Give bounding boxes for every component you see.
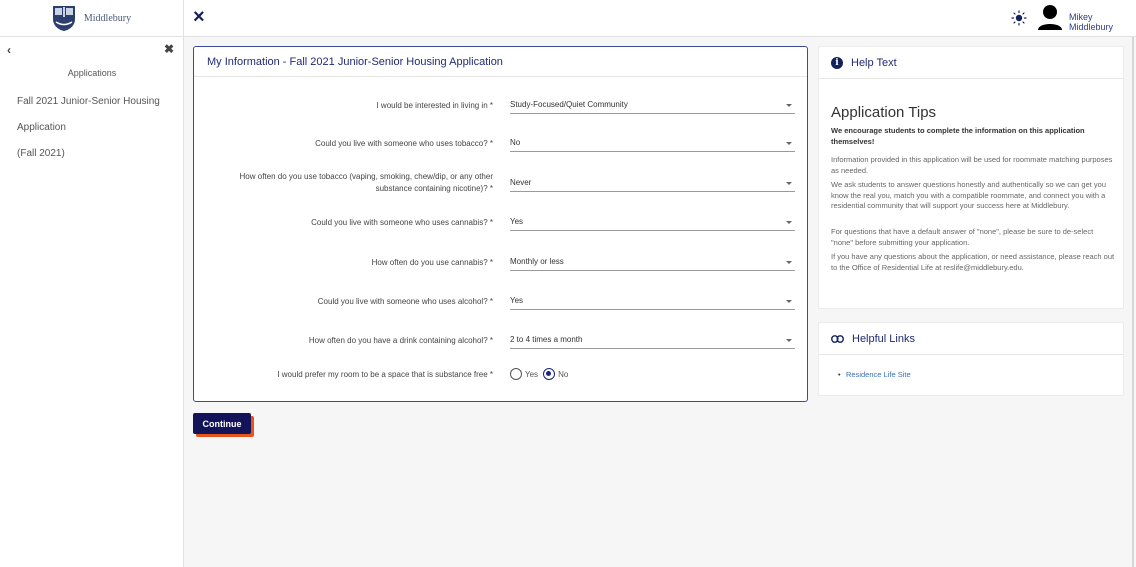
radio-yes[interactable] — [510, 368, 522, 380]
radio-yes-label[interactable]: Yes — [525, 369, 539, 379]
tips-paragraph: We ask students to answer questions honestly and authentically so we can get you know the real you, match you with a compatible roommate, and connect you with a residential community that will support your success here at Middlebury. — [831, 180, 1107, 210]
caret-down-icon — [786, 221, 792, 224]
tobacco-frequency-select[interactable] — [510, 176, 795, 192]
form-title: My Information - Fall 2021 Junior-Senior Housing Application — [194, 47, 807, 77]
caret-down-icon — [786, 300, 792, 303]
application-tips-title: Application Tips — [831, 104, 937, 121]
residence-life-site-link[interactable]: • Residence Life Site — [846, 370, 911, 379]
avatar[interactable] — [1038, 4, 1062, 32]
brand-name: Middlebury — [83, 13, 132, 24]
info-icon: i — [831, 57, 843, 69]
question-label — [203, 171, 493, 195]
cannabis-frequency-select[interactable] — [510, 255, 795, 271]
radio-no[interactable] — [543, 368, 555, 380]
help-text-panel — [818, 46, 1124, 309]
select-value: Yes — [510, 296, 524, 305]
caret-down-icon — [786, 104, 792, 107]
question-label: Could you live with someone who uses cannabis? * — [311, 218, 493, 227]
sidebar-item-application[interactable]: Application — [17, 122, 66, 133]
user-name-link[interactable]: Mikey Middlebury — [1069, 12, 1114, 32]
question-label: Could you live with someone who uses alcohol? * — [317, 297, 493, 306]
close-icon[interactable]: × — [193, 6, 205, 28]
brand-logo[interactable] — [0, 0, 184, 37]
cannabis-roommate-select[interactable] — [510, 215, 795, 231]
question-label: How often do you use cannabis? * — [371, 258, 493, 267]
help-text-header — [819, 47, 1123, 79]
living-interest-select[interactable] — [510, 98, 795, 114]
select-value: No — [510, 138, 521, 147]
sun-icon[interactable] — [1011, 10, 1027, 26]
caret-down-icon — [786, 182, 792, 185]
middlebury-shield-icon — [52, 5, 76, 32]
select-value: Study-Focused/Quiet Community — [510, 100, 628, 109]
top-header — [0, 0, 1136, 37]
collapse-sidebar-icon[interactable]: ‹ — [7, 43, 11, 57]
sidebar-item-application[interactable]: Fall 2021 Junior-Senior Housing — [17, 96, 160, 107]
helpful-links-header — [819, 323, 1123, 355]
page-scrollbar[interactable] — [1132, 37, 1134, 567]
question-label: I would prefer my room to be a space that is substance free * — [277, 370, 493, 379]
tips-paragraph: Information provided in this application will be used for roommate matching purposes as needed. — [831, 155, 1113, 175]
question-label: How often do you have a drink containing alcohol? * — [308, 336, 493, 345]
caret-down-icon — [786, 339, 792, 342]
continue-button[interactable]: Continue — [193, 413, 251, 434]
alcohol-frequency-select[interactable] — [510, 333, 795, 349]
helpful-links-title: Helpful Links — [852, 332, 915, 345]
question-label: I would be interested in living in * — [376, 101, 493, 110]
my-information-card — [193, 46, 808, 402]
tips-paragraph: If you have any questions about the application, or need assistance, please reach out to the Office of Residential Life at reslife@middlebury.edu. — [831, 252, 1115, 272]
select-value: Yes — [510, 217, 524, 226]
tips-intro: We encourage students to complete the information on this application themselves! — [831, 126, 1085, 146]
caret-down-icon — [786, 142, 792, 145]
sidebar-heading: Applications — [67, 68, 117, 78]
question-label-line: substance containing nicotine)? * — [375, 184, 493, 193]
select-value: Never — [510, 178, 532, 187]
radio-no-label[interactable]: No — [558, 369, 569, 379]
sidebar — [0, 37, 184, 567]
tips-paragraph: For questions that have a default answer of "none", please be sure to de-select "none" before submitting your application. — [831, 227, 1094, 247]
helpful-links-panel — [818, 322, 1124, 396]
substance-free-radio-group — [510, 368, 570, 380]
help-text-title: Help Text — [851, 56, 897, 69]
close-sidebar-icon[interactable]: ✖ — [164, 42, 175, 56]
tobacco-roommate-select[interactable] — [510, 136, 795, 152]
question-label-line: How often do you use tobacco (vaping, smoking, chew/dip, or any other — [239, 172, 493, 181]
sidebar-item-term[interactable]: (Fall 2021) — [17, 148, 65, 159]
select-value: Monthly or less — [510, 257, 564, 266]
select-value: 2 to 4 times a month — [510, 335, 583, 344]
caret-down-icon — [786, 261, 792, 264]
question-label: Could you live with someone who uses tobacco? * — [315, 139, 493, 148]
link-icon — [831, 335, 844, 343]
alcohol-roommate-select[interactable] — [510, 294, 795, 310]
